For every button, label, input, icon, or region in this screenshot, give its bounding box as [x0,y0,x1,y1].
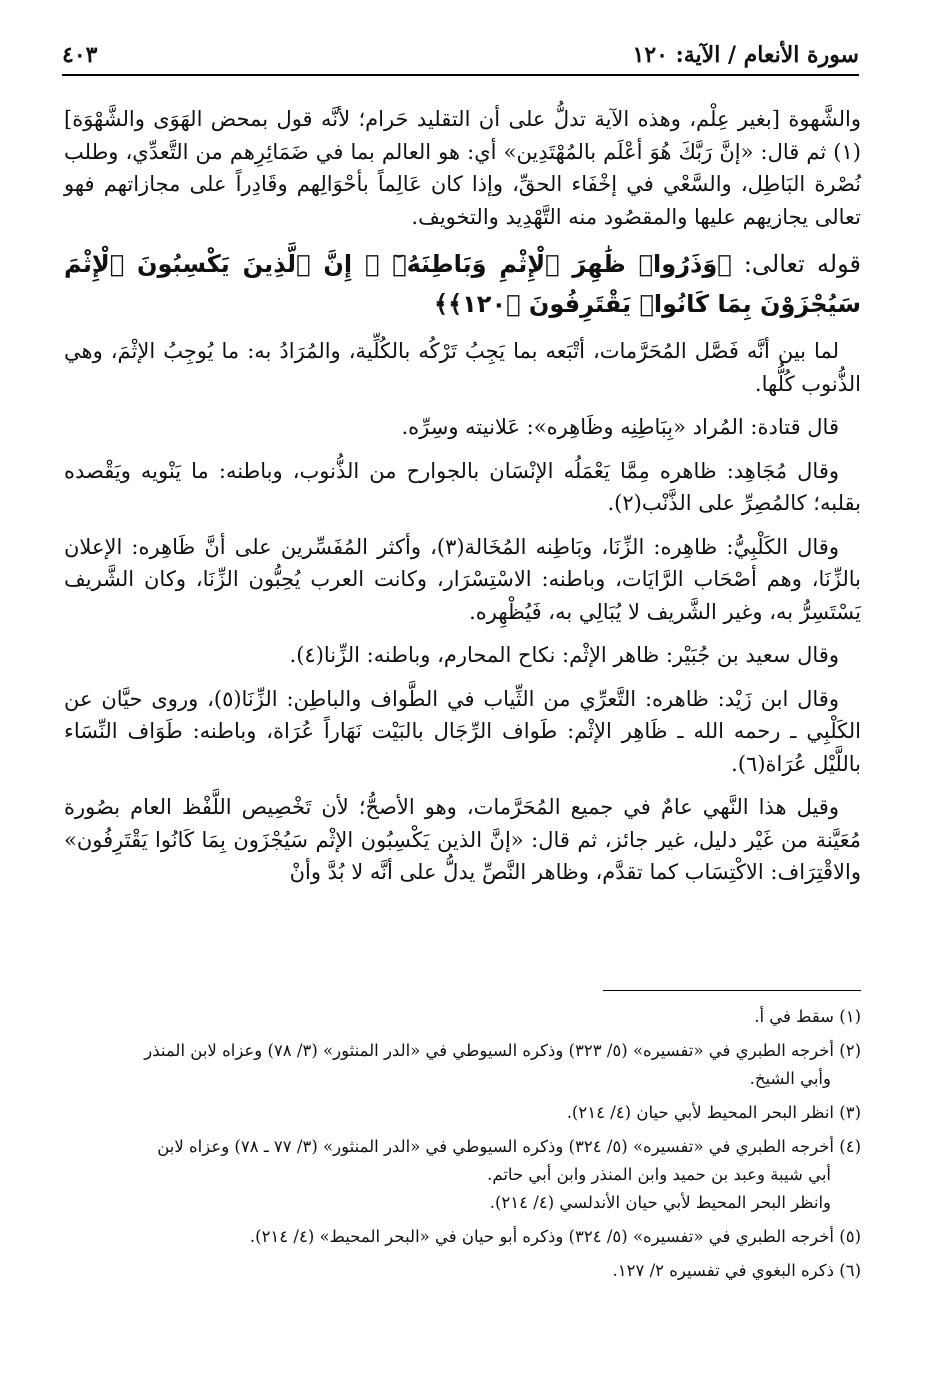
paragraph: لما بين أنَّه فَصَّل المُحَرَّمات، أتْبَعه بما يَجِبُ تَرْكُه بالكُلِّية، والمُرَادُ به: ما يُوجِبُ الإثْمَ، وهي الذُّنوب كُلُّها. [64,339,861,396]
quran-verse-block [64,244,861,324]
page-header [62,40,859,76]
running-title: سورة الأنعام / الآية: ١٢٠ [632,42,859,68]
paragraph: وقيل هذا النَّهي عامٌ في جميع المُحَرَّمات، وهو الأصحُّ؛ لأن تَخْصِيص اللَّفْظ العام بصُورة مُعَيَّنة من غَيْر دليل، غير جائز، ثم قال: «إنَّ الذين يَكْسِبُون الإثْم سَيُجْزَون بِمَا كَانُوا يَقْتَرِفُون» والاقْتِرَاف: الاكْتِسَاب كما تقدَّم، وظاهر النَّصِّ يدلُّ على أنَّه لا بُدَّ وأنْ [64,795,861,884]
quran-verse: ﴿وَذَرُوا۟ ظَٰهِرَ ٱلْإِثْمِ وَبَاطِنَهُۥٓ ۚ إِنَّ ٱلَّذِينَ يَكْسِبُونَ ٱلْإِثْمَ سَيُجْزَوْنَ بِمَا كَانُوا۟ يَقْتَرِفُونَ ﴿١٢٠﴾﴾ [64,250,861,318]
paragraph: وقال سعيد بن جُبَيْر: ظاهر الإثْم: نكاح المحارم، وباطنه: الزِّنا(٤). [289,643,839,667]
footnote: (٣) انظر البحر المحيط لأبي حيان (٤/ ٢١٤). [566,1103,861,1122]
paragraph: وقال مُجَاهِد: ظاهره مِمَّا يَعْمَلُه الإنْسَان بالجوارح من الذُّنوب، وباطنه: ما يَنْويه ويَقْصده بقلبه؛ كالمُصِرِّ على الذَّنْب(٢). [64,458,861,515]
footnote-divider [603,990,861,991]
footnote: (٥) أخرجه الطبري في «تفسيره» (٥/ ٣٢٤) وذكره أبو حيان في «البحر المحيط» (٤/ ٢١٤). [249,1227,861,1246]
footnote: (١) سقط في أ. [754,1007,861,1026]
paragraph: قال قتادة: المُراد «بِبَاطِنِه وظَاهِره»: عَلانيته وسِرِّه. [401,415,839,439]
main-text [64,103,861,900]
footnote: (٢) أخرجه الطبري في «تفسيره» (٥/ ٣٢٣) وذكره السيوطي في «الدر المنثور» (٣/ ٧٨) وعزاه لابن المنذر وأبي الشيخ. [144,1041,861,1088]
paragraph: وقال الكَلْبِيُّ: ظاهِره: الزِّنَا، وبَاطِنه المُخَالة(٣)، وأكثر المُفَسِّرين على أنَّ ظَاهِره: الإعلان بالزِّنَا، وهم أصْحَاب الرَّايَات، وباطنه: الاسْتِسْرَار، وكانت العرب يُحِبُّون الزِّنَا، وكان الشَّريف يَسْتَسِرُّ به، وغير الشَّريف لا يُبَالِي به، فَيُظْهِره. [64,534,861,624]
paragraph: وقال ابن زَيْد: ظاهره: التَّعرِّي من الثِّياب في الطَّواف والباطِن: الزِّنَا(٥)، وروى حيَّان عن الكَلْبِي ـ رحمه الله ـ ظَاهِر الإثْم: طَواف الرِّجَال بالبَيْت نَهَاراً عُرَاة، وباطنه: طَوَاف النِّسَاء باللَّيْل عُرَاة(٦). [64,686,861,776]
paragraph: والشَّهوة [بغير عِلْم، وهذه الآية تدلُّ على أن التقليد حَرام؛ لأنَّه قول بمحض الهَوَى والشَّهْوَة](١) ثم قال: «إنَّ رَبَّكَ هُوَ أعْلَم بالمُهْتَدِين» أي: هو العالم بما في ضَمَائِرِهم من التَّعدِّي، وطلب نُصْرة البَاطِل، والسَّعْي في إخْفَاء الحقِّ، وإذا كان عَالِماً بأحْوَالِهم وقَادِراً على مجازاتهم فهو تعالى يجازيهم عليها والمقصُود منه التَّهْدِيد والتخويف. [64,107,861,229]
page-number: ٤٠٣ [62,42,98,68]
footnote: (٤) أخرجه الطبري في «تفسيره» (٥/ ٣٢٤) وذكره السيوطي في «الدر المنثور» (٣/ ٧٧ ـ ٧٨) وعزاه لابن أبي شيبة وعبد بن حميد وابن المنذر وابن أبي حاتم. وانظر البحر المحيط لأبي حيان الأندلسي (٤/ ٢١٤). [157,1137,861,1212]
footnotes [64,1003,861,1291]
verse-intro: قوله تعالى: [743,250,861,278]
footnote: (٦) ذكره البغوي في تفسيره ٢/ ١٢٧. [612,1261,861,1280]
